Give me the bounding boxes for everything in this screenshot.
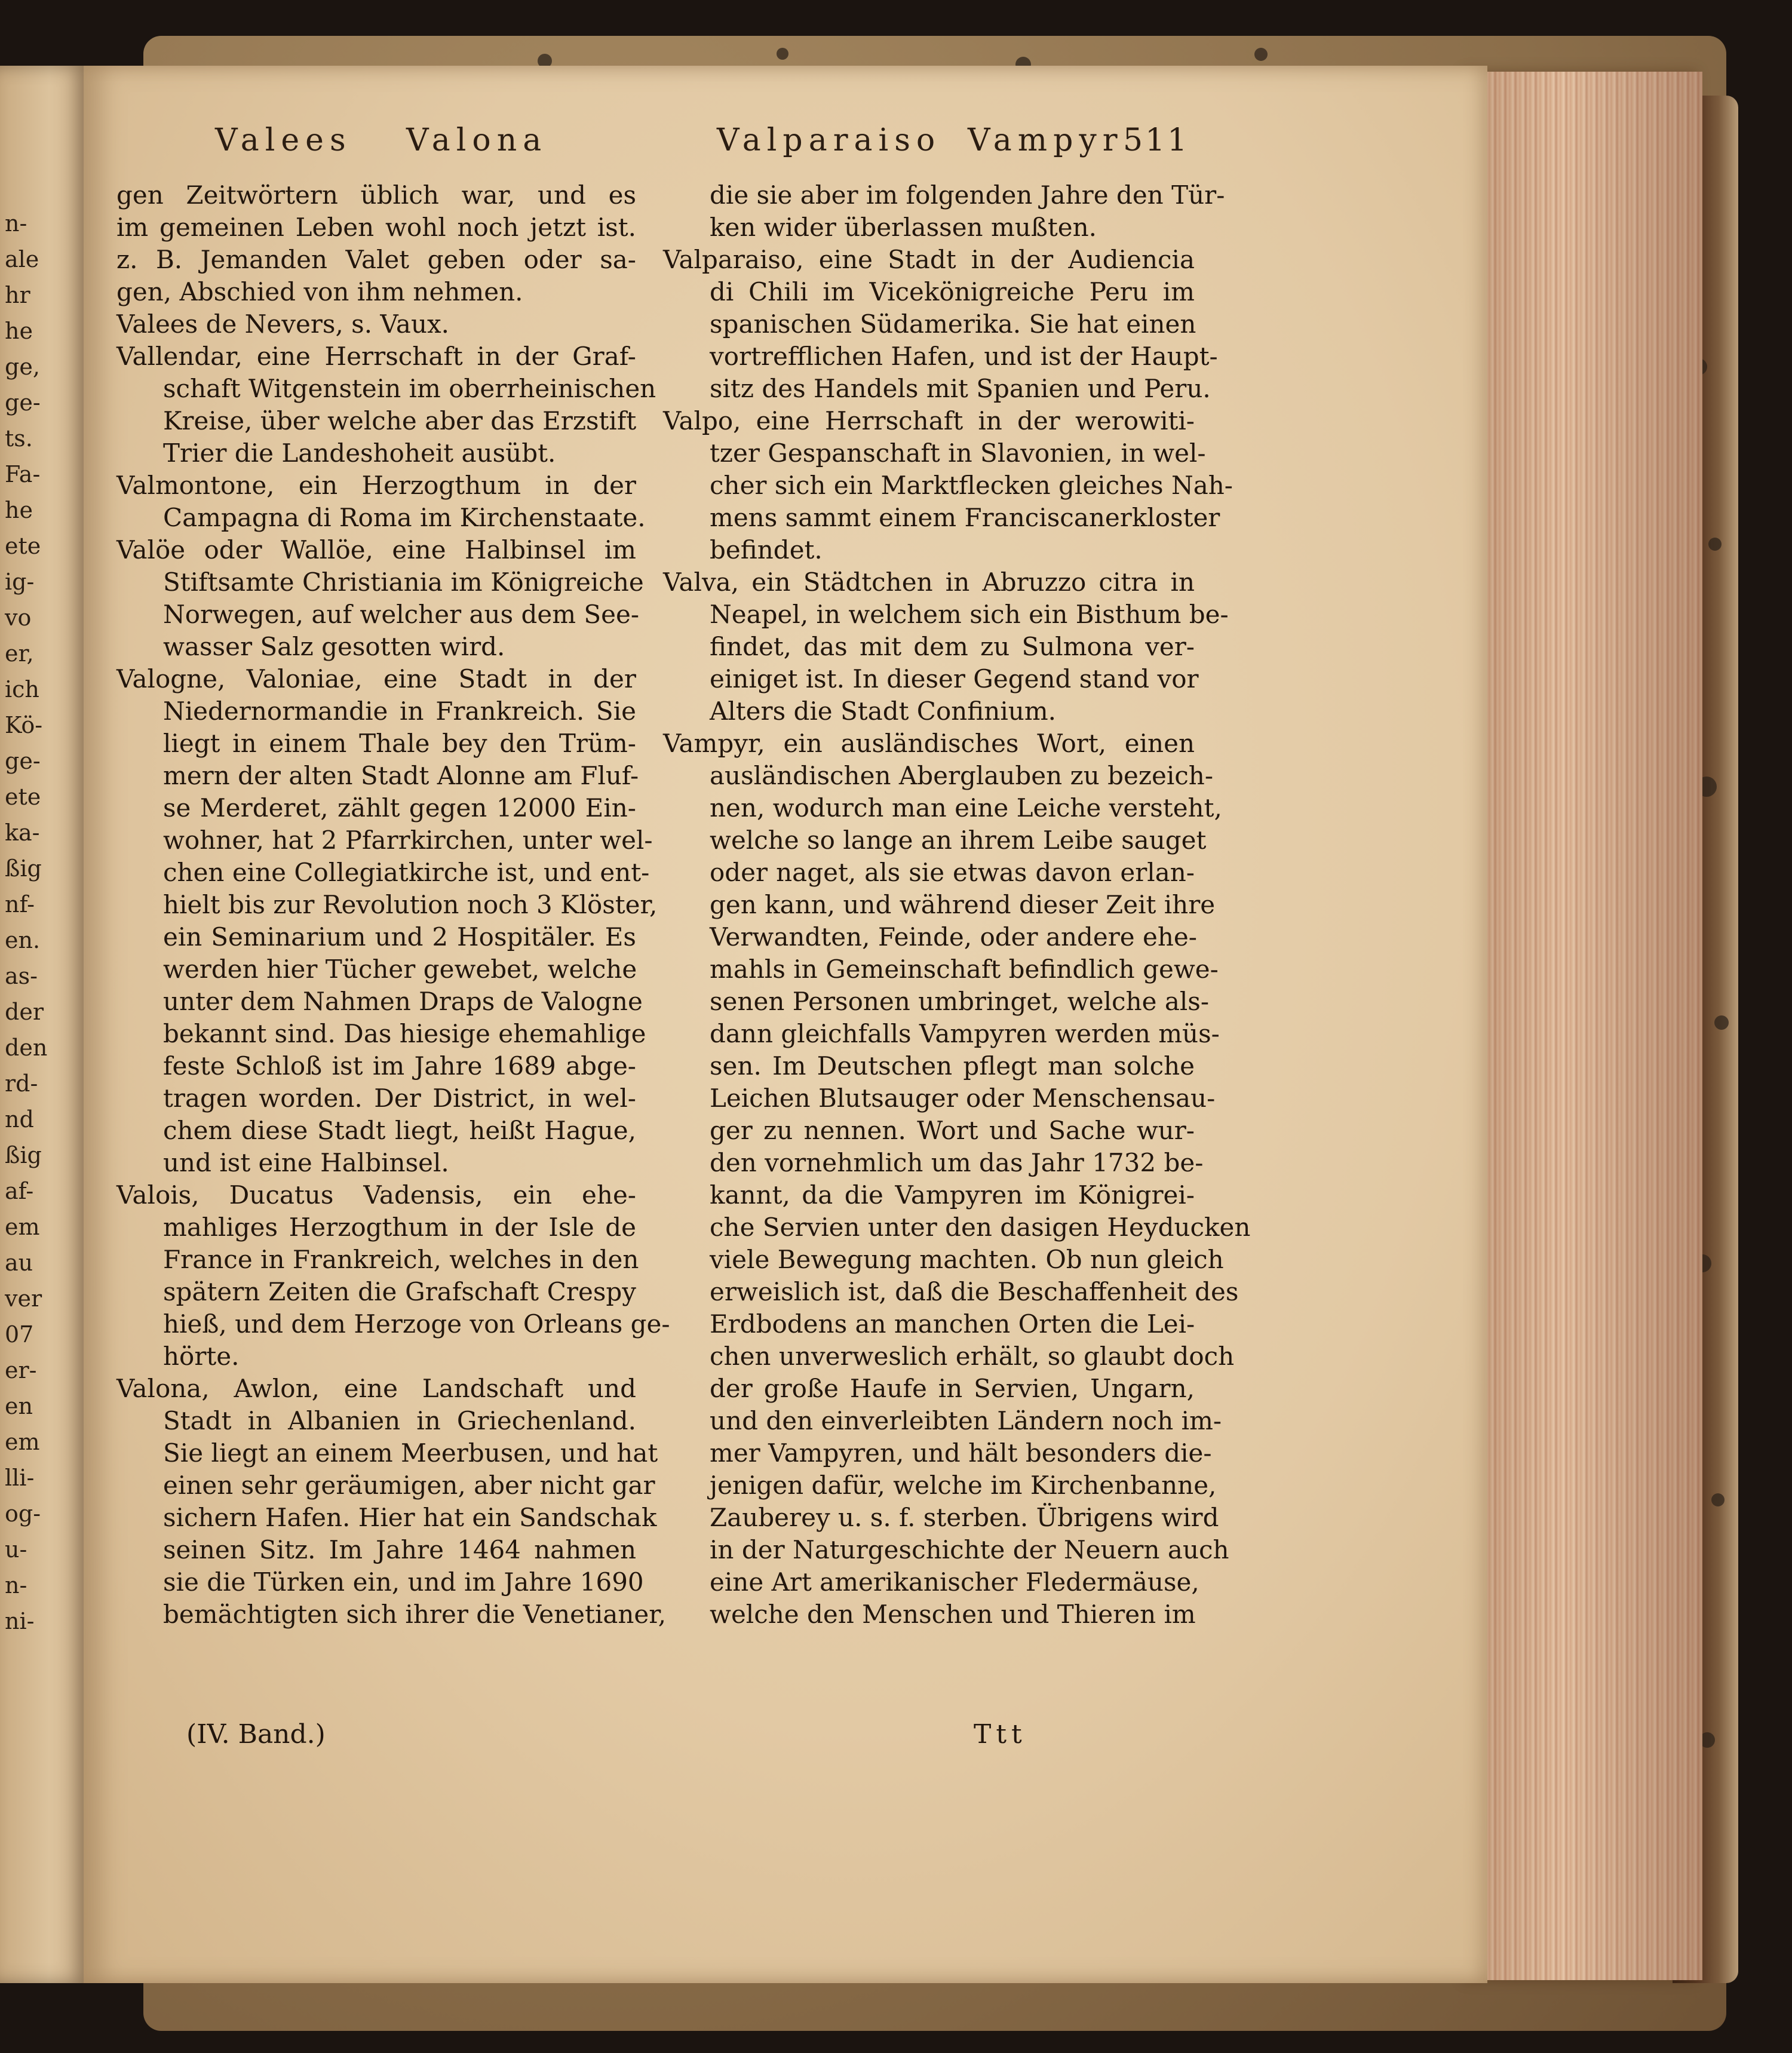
previous-page-fragment: ich: [5, 676, 39, 702]
previous-page-fragment: der: [5, 999, 44, 1025]
page-number: 511: [1123, 122, 1190, 158]
text-line: ausländischen Aberglauben zu bezeich-: [710, 761, 1214, 790]
text-line: Valöe oder Wallöe, eine Halbinsel im: [116, 535, 636, 564]
previous-page-fragment: ig-: [5, 569, 35, 595]
text-line: z. B. Jemanden Valet geben oder sa-: [116, 245, 636, 274]
text-line: mahliges Herzogthum in der Isle de: [163, 1213, 636, 1242]
text-line: Zauberey u. s. f. sterben. Übrigens wird: [710, 1503, 1219, 1532]
previous-page-fragment: ete: [5, 784, 41, 810]
running-head-right-second: Vampyr: [968, 122, 1124, 158]
text-line: se Merderet, zählt gegen 12000 Ein-: [163, 793, 636, 823]
text-line: liegt in einem Thale bey den Trüm-: [163, 729, 636, 758]
previous-page-fragment: ge-: [5, 389, 41, 416]
text-line: chem diese Stadt liegt, heißt Hague,: [163, 1116, 636, 1145]
previous-page-fragment: n-: [5, 1572, 27, 1598]
previous-page-fragment: ßig: [5, 855, 42, 882]
text-line: feste Schloß ist im Jahre 1689 abge-: [163, 1051, 636, 1081]
text-line: ger zu nennen. Wort und Sache wur-: [710, 1116, 1195, 1145]
previous-page-fragment: u-: [5, 1536, 27, 1563]
previous-page-fragment: ge,: [5, 354, 40, 380]
catchword: Ttt: [974, 1719, 1027, 1750]
text-line: jenigen dafür, welche im Kirchenbanne,: [710, 1471, 1217, 1500]
text-line: sichern Hafen. Hier hat ein Sandschak: [163, 1503, 657, 1532]
text-line: hieß, und dem Herzoge von Orleans ge-: [163, 1309, 670, 1339]
text-line: dann gleichfalls Vampyren werden müs-: [710, 1019, 1220, 1048]
text-line: wohner, hat 2 Pfarrkirchen, unter wel-: [163, 826, 653, 855]
previous-page-fragment: Fa-: [5, 461, 41, 487]
previous-page-fragment: as-: [5, 963, 38, 989]
text-line: Alters die Stadt Confinium.: [710, 696, 1057, 726]
previous-page-fragment: hr: [5, 282, 30, 308]
previous-page-fragment: er,: [5, 640, 34, 667]
previous-page-fragment: he: [5, 318, 33, 344]
text-line: Valmontone, ein Herzogthum in der: [116, 471, 636, 500]
previous-page-fragment: ge-: [5, 748, 41, 774]
previous-page-fragment: af-: [5, 1178, 34, 1204]
text-line: cher sich ein Marktflecken gleiches Nah-: [710, 471, 1233, 500]
text-line: einiget ist. In dieser Gegend stand vor: [710, 664, 1199, 693]
text-line: gen kann, und während dieser Zeit ihre: [710, 890, 1216, 919]
text-line: nen, wodurch man eine Leiche versteht,: [710, 793, 1222, 823]
text-line: sitz des Handels mit Spanien und Peru.: [710, 374, 1211, 403]
text-line: in der Naturgeschichte der Neuern auch: [710, 1535, 1229, 1564]
previous-page-fragment: Kö-: [5, 712, 43, 738]
cover-marbling-spot: [1711, 1493, 1725, 1506]
text-line: oder naget, als sie etwas davon erlan-: [710, 858, 1195, 887]
signature-mark: (IV. Band.): [186, 1719, 326, 1750]
cover-marbling-spot: [1254, 48, 1268, 61]
cover-marbling-spot: [1708, 538, 1722, 551]
text-line: seinen Sitz. Im Jahre 1464 nahmen: [163, 1535, 636, 1564]
text-line: Sie liegt an einem Meerbusen, und hat: [163, 1438, 658, 1468]
text-line: Valparaiso, eine Stadt in der Audiencia: [663, 245, 1195, 274]
text-line: kannt, da die Vampyren im Königrei-: [710, 1180, 1195, 1210]
text-line: mern der alten Stadt Alonne am Fluf-: [163, 761, 639, 790]
previous-page-edge: [0, 66, 90, 1983]
text-line: erweislich ist, daß die Beschaffenheit des: [710, 1277, 1239, 1306]
text-line: unter dem Nahmen Draps de Valogne: [163, 987, 643, 1016]
text-line: France in Frankreich, welches in den: [163, 1245, 639, 1274]
text-line: welche so lange an ihrem Leibe sauget: [710, 826, 1207, 855]
text-line: mer Vampyren, und hält besonders die-: [710, 1438, 1212, 1468]
previous-page-fragment: he: [5, 497, 33, 523]
previous-page-fragment: ni-: [5, 1608, 35, 1634]
text-line: tzer Gespanschaft in Slavonien, in wel-: [710, 438, 1206, 468]
previous-page-fragment: er-: [5, 1357, 37, 1383]
text-line: eine Art amerikanischer Fledermäuse,: [710, 1567, 1199, 1597]
previous-page-fragment: den: [5, 1035, 48, 1061]
text-line: hörte.: [163, 1342, 240, 1371]
page-stack-shade: [1469, 72, 1702, 1980]
text-line: der große Haufe in Servien, Ungarn,: [710, 1374, 1195, 1403]
text-line: Erdbodens an manchen Orten die Lei-: [710, 1309, 1195, 1339]
previous-page-fragment: nd: [5, 1106, 34, 1133]
text-line: senen Personen umbringet, welche als-: [710, 987, 1210, 1016]
text-line: wasser Salz gesotten wird.: [163, 632, 505, 661]
previous-page-fragment: lli-: [5, 1465, 35, 1491]
text-line: die sie aber im folgenden Jahre den Tür-: [710, 180, 1225, 210]
running-head-right-first: Valparaiso: [717, 122, 941, 158]
text-line: im gemeinen Leben wohl noch jetzt ist.: [116, 213, 636, 242]
previous-page-fragment: ete: [5, 533, 41, 559]
text-line: Valpo, eine Herrschaft in der werowiti-: [663, 406, 1195, 435]
text-line: schaft Witgenstein im oberrheinischen: [163, 374, 656, 403]
previous-page-fragment: rd-: [5, 1070, 38, 1097]
previous-page-fragment: ts.: [5, 425, 33, 452]
text-line: findet, das mit dem zu Sulmona ver-: [710, 632, 1195, 661]
previous-page-fragment: og-: [5, 1500, 41, 1527]
previous-page-fragment: ale: [5, 246, 39, 272]
text-line: Norwegen, auf welcher aus dem See-: [163, 600, 640, 629]
text-line: gen Zeitwörtern üblich war, und es: [116, 180, 636, 210]
text-line: Campagna di Roma im Kirchenstaate.: [163, 503, 646, 532]
text-line: werden hier Tücher gewebet, welche: [163, 955, 637, 984]
text-line: Valees de Nevers, s. Vaux.: [116, 309, 450, 339]
text-line: welche den Menschen und Thieren im: [710, 1600, 1196, 1629]
text-line: mahls in Gemeinschaft befindlich gewe-: [710, 955, 1219, 984]
text-line: Vampyr, ein ausländisches Wort, einen: [663, 729, 1195, 758]
text-line: befindet.: [710, 535, 823, 564]
text-line: chen unverweslich erhält, so glaubt doch: [710, 1342, 1235, 1371]
text-line: Valogne, Valoniae, eine Stadt in der: [116, 664, 636, 693]
text-line: ein Seminarium und 2 Hospitäler. Es: [163, 922, 636, 952]
previous-page-fragment: ver: [5, 1285, 42, 1312]
previous-page-fragment: au: [5, 1250, 33, 1276]
text-line: Niedernormandie in Frankreich. Sie: [163, 696, 636, 726]
previous-page-fragment: vo: [5, 604, 32, 631]
previous-page-fragment: nf-: [5, 891, 35, 917]
text-line: Vallendar, eine Herrschaft in der Graf-: [116, 342, 636, 371]
text-line: di Chili im Vicekönigreiche Peru im: [710, 277, 1195, 306]
text-line: Stiftsamte Christiania im Königreiche: [163, 567, 644, 597]
previous-page-fragment: em: [5, 1429, 40, 1455]
cover-marbling-spot: [777, 48, 788, 60]
text-line: gen, Abschied von ihm nehmen.: [116, 277, 523, 306]
text-line: che Servien unter den dasigen Heyducken: [710, 1213, 1251, 1242]
text-line: den vornehmlich um das Jahr 1732 be-: [710, 1148, 1204, 1177]
text-line: und den einverleibten Ländern noch im-: [710, 1406, 1222, 1435]
text-line: spätern Zeiten die Grafschaft Crespy: [163, 1277, 636, 1306]
text-line: Kreise, über welche aber das Erzstift: [163, 406, 637, 435]
left-text-column: [116, 179, 670, 1631]
text-line: spanischen Südamerika. Sie hat einen: [710, 309, 1196, 339]
text-line: sie die Türken ein, und im Jahre 1690: [163, 1567, 644, 1597]
running-head-left-first: Valees: [215, 122, 352, 158]
previous-page-fragment: 07: [5, 1321, 34, 1348]
text-line: Neapel, in welchem sich ein Bisthum be-: [710, 600, 1229, 629]
text-line: tragen worden. Der District, in wel-: [163, 1084, 636, 1113]
previous-page-fragment: ßig: [5, 1142, 42, 1168]
previous-page-fragment: ka-: [5, 820, 40, 846]
previous-page-fragment: em: [5, 1214, 40, 1240]
previous-page-fragment: n-: [5, 210, 27, 237]
text-line: einen sehr geräumigen, aber nicht gar: [163, 1471, 655, 1500]
text-line: sen. Im Deutschen pflegt man solche: [710, 1051, 1195, 1081]
text-line: bekannt sind. Das hiesige ehemahlige: [163, 1019, 646, 1048]
text-line: chen eine Collegiatkirche ist, und ent-: [163, 858, 650, 887]
text-line: bemächtigten sich ihrer die Venetianer,: [163, 1600, 667, 1629]
text-line: Valva, ein Städtchen in Abruzzo citra in: [663, 567, 1195, 597]
text-line: und ist eine Halbinsel.: [163, 1148, 449, 1177]
text-line: Valois, Ducatus Vadensis, ein ehe-: [116, 1180, 636, 1210]
text-line: viele Bewegung machten. Ob nun gleich: [710, 1245, 1224, 1274]
right-text-column: [663, 179, 1251, 1631]
text-line: Valona, Awlon, eine Landschaft und: [116, 1374, 636, 1403]
text-line: hielt bis zur Revolution noch 3 Klöster,: [163, 890, 658, 919]
previous-page-fragment: en: [5, 1393, 33, 1419]
text-line: mens sammt einem Franciscanerkloster: [710, 503, 1220, 532]
text-line: Trier die Landeshoheit ausübt.: [163, 438, 556, 468]
running-head-left-second: Valona: [406, 122, 548, 158]
text-line: Stadt in Albanien in Griechenland.: [163, 1406, 636, 1435]
text-line: ken wider überlassen mußten.: [710, 213, 1097, 242]
text-line: Leichen Blutsauger oder Menschensau-: [710, 1084, 1216, 1113]
text-line: vortrefflichen Hafen, und ist der Haupt-: [710, 342, 1218, 371]
text-line: Verwandten, Feinde, oder andere ehe-: [710, 922, 1197, 952]
previous-page-fragment: en.: [5, 927, 41, 953]
cover-marbling-spot: [1714, 1015, 1729, 1030]
